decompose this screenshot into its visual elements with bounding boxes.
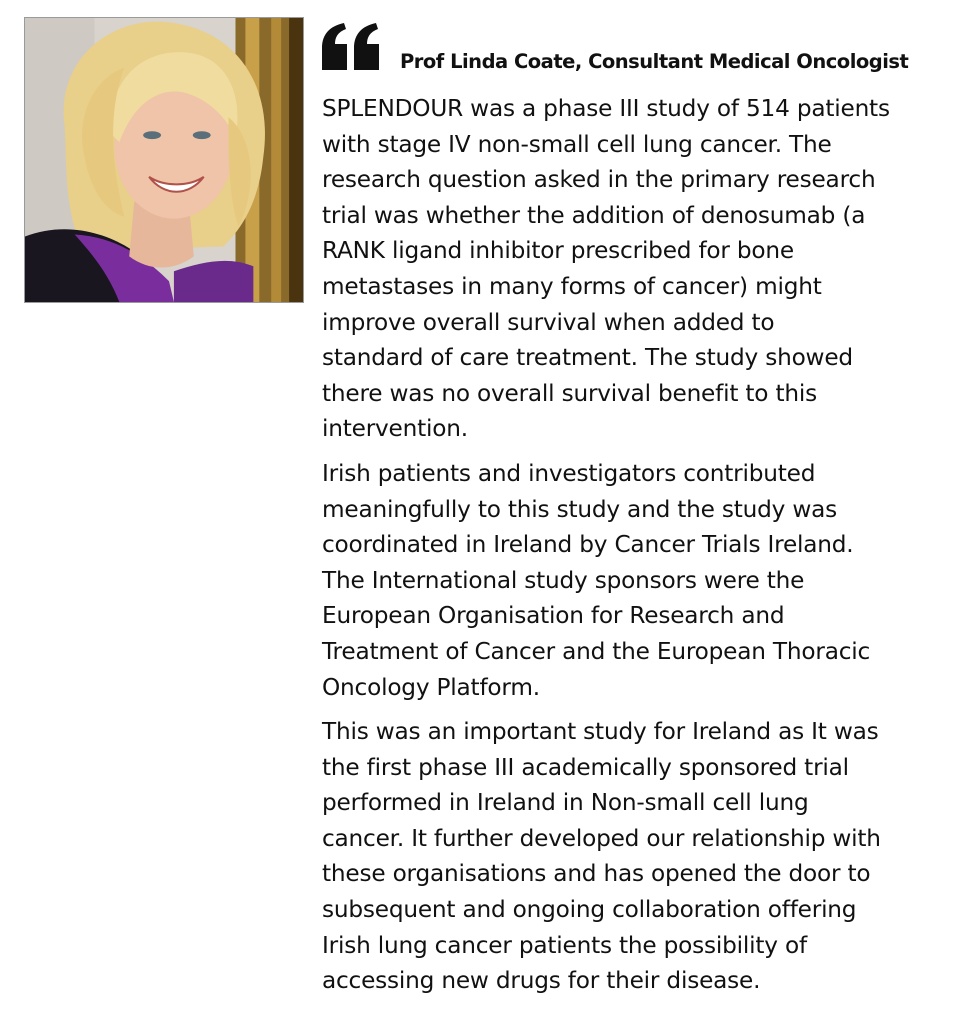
text-line: coordinated in Ireland by Cancer Trials Ireland. (322, 531, 854, 559)
text-line: there was no overall survival benefit to this (322, 379, 817, 407)
text-line: accessing new drugs for their disease. (322, 967, 761, 995)
person-photo-icon (25, 18, 303, 302)
text-line: cancer. It further developed our relationship with (322, 824, 881, 852)
text-line: with stage IV non-small cell lung cancer. The (322, 130, 832, 158)
quote-mark-icon (320, 22, 382, 72)
text-line: standard of care treatment. The study showed (322, 344, 853, 372)
text-line: research question asked in the primary research (322, 166, 876, 194)
text-line: Irish patients and investigators contributed (322, 459, 816, 487)
quote-attribution: Prof Linda Coate, Consultant Medical Oncologist (400, 50, 909, 73)
text-line: improve overall survival when added to (322, 308, 775, 336)
quote-body (322, 91, 950, 1008)
text-line: Treatment of Cancer and the European Thoracic (322, 637, 871, 665)
text-line: the first phase III academically sponsored trial (322, 753, 849, 781)
text-line: intervention. (322, 415, 468, 443)
text-line: The International study sponsors were the (322, 566, 805, 594)
text-line: This was an important study for Ireland as It was (322, 718, 879, 746)
text-line: meaningfully to this study and the study was (322, 495, 838, 523)
text-line: European Organisation for Research and (322, 602, 785, 630)
paragraph-2 (322, 456, 950, 705)
text-line: trial was whether the addition of denosumab (a (322, 201, 866, 229)
text-line: subsequent and ongoing collaboration offering (322, 896, 857, 924)
paragraph-1 (322, 91, 950, 447)
text-line: performed in Ireland in Non-small cell lung (322, 789, 809, 817)
text-line: Irish lung cancer patients the possibility of (322, 931, 807, 959)
text-line: RANK ligand inhibitor prescribed for bone (322, 237, 794, 265)
quote-glyph (320, 22, 382, 72)
text-line: Oncology Platform. (322, 673, 540, 701)
text-line: metastases in many forms of cancer) might (322, 272, 822, 300)
text-line: these organisations and has opened the door to (322, 860, 871, 888)
paragraph-3 (322, 714, 950, 999)
portrait-photo (24, 17, 304, 303)
text-line: SPLENDOUR was a phase III study of 514 patients (322, 95, 890, 122)
